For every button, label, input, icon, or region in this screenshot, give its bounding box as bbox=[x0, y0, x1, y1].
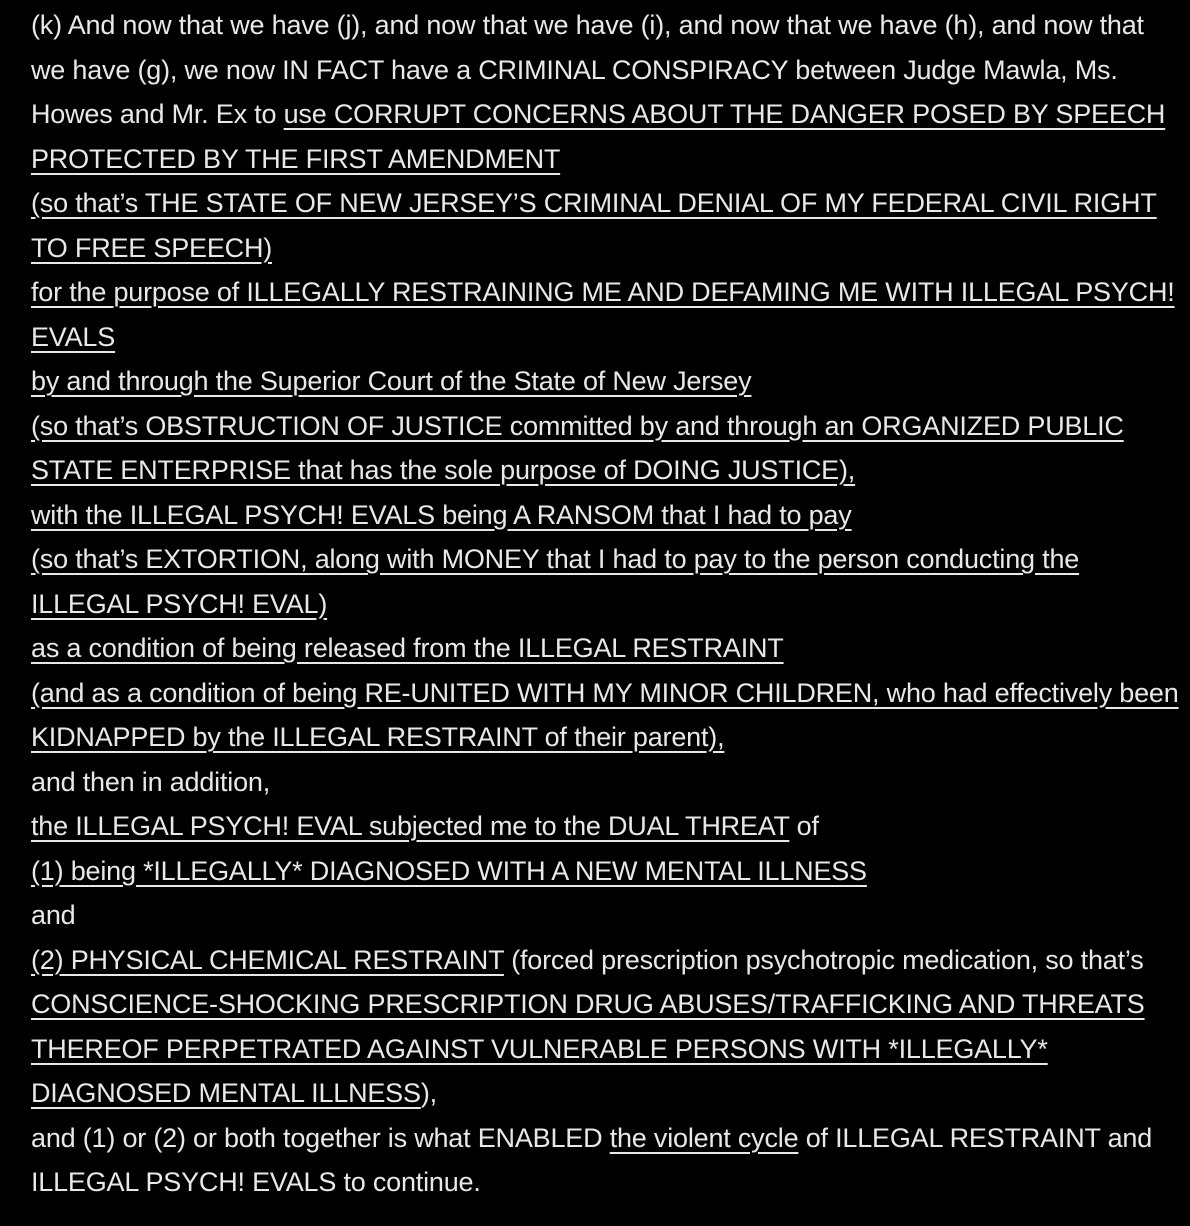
text-line bbox=[31, 760, 1181, 805]
underlined-text-run: use CORRUPT CONCERNS ABOUT THE DANGER POSED BY SPEECH PROTECTED BY THE FIRST AMENDMENT bbox=[31, 99, 1166, 174]
text-line bbox=[31, 3, 1181, 181]
text-line bbox=[31, 849, 1181, 894]
text-run: and (1) or (2) or both together is what ENABLED bbox=[31, 1122, 610, 1153]
underlined-text-run: (so that’s OBSTRUCTION OF JUSTICE committed by and through an ORGANIZED PUBLIC STATE ENTERPRISE that has the sole purpose of DOING JUSTICE), bbox=[31, 410, 1124, 485]
text-line bbox=[31, 893, 1181, 938]
text-line bbox=[31, 671, 1181, 760]
underlined-text-run: the ILLEGAL PSYCH! EVAL subjected me to the DUAL THREAT bbox=[31, 811, 790, 841]
text-run: (k) And now that we have (j), and now that we have (i), and now that we have (h), and now that we have (g), we now IN FACT have a CRIMINAL CONSPIRACY between Judge Mawla, Ms. Howes and Mr. Ex to bbox=[31, 10, 1144, 129]
underlined-text-run: (so that’s THE STATE OF NEW JERSEY’S CRIMINAL DENIAL OF MY FEDERAL CIVIL RIGHT TO FREE SPEECH) bbox=[31, 188, 1157, 263]
underlined-text-run: (and as a condition of being RE-UNITED WITH MY MINOR CHILDREN, who had effectively been KIDNAPPED by the ILLEGAL RESTRAINT of their parent), bbox=[31, 677, 1179, 752]
text-run: and then in addition, bbox=[31, 766, 270, 797]
text-run: of ILLEGAL RESTRAINT and ILLEGAL PSYCH! EVALS to continue. bbox=[31, 1122, 1153, 1197]
text-run: (forced prescription psychotropic medication, so that’s bbox=[503, 944, 1144, 975]
text-line bbox=[31, 270, 1181, 359]
text-line bbox=[31, 626, 1181, 671]
underlined-text-run: as a condition of being released from the ILLEGAL RESTRAINT bbox=[31, 633, 784, 663]
document-text bbox=[31, 3, 1181, 1205]
underlined-text-run: for the purpose of ILLEGALLY RESTRAINING ME AND DEFAMING ME WITH ILLEGAL PSYCH! EVALS bbox=[31, 277, 1175, 352]
text-line bbox=[31, 804, 1181, 849]
text-line bbox=[31, 404, 1181, 493]
text-line bbox=[31, 537, 1181, 626]
text-line bbox=[31, 359, 1181, 404]
underlined-text-run: CONSCIENCE-SHOCKING PRESCRIPTION DRUG ABUSES/TRAFFICKING AND THREATS THEREOF PERPETRATED AGAINST VULNERABLE PERSONS WITH *ILLEGALLY* DIAGNOSED MENTAL ILLNESS bbox=[31, 989, 1145, 1108]
underlined-text-run: (so that’s EXTORTION, along with MONEY that I had to pay to the person conducting the ILLEGAL PSYCH! EVAL) bbox=[31, 544, 1080, 619]
text-line bbox=[31, 181, 1181, 270]
underlined-text-run: with the ILLEGAL PSYCH! EVALS being A RANSOM that I had to pay bbox=[31, 499, 852, 530]
text-line bbox=[31, 938, 1181, 1116]
underlined-text-run: the violent cycle bbox=[609, 1122, 799, 1153]
text-run: of bbox=[789, 811, 819, 841]
text-line bbox=[31, 493, 1181, 538]
underlined-text-run: by and through the Superior Court of the State of New Jersey bbox=[31, 366, 752, 396]
text-run: and bbox=[31, 900, 76, 930]
text-run: ), bbox=[420, 1078, 437, 1108]
underlined-text-run: (2) PHYSICAL CHEMICAL RESTRAINT bbox=[31, 944, 504, 975]
underlined-text-run: (1) being *ILLEGALLY* DIAGNOSED WITH A NEW MENTAL ILLNESS bbox=[31, 855, 867, 886]
text-line bbox=[31, 1116, 1181, 1205]
